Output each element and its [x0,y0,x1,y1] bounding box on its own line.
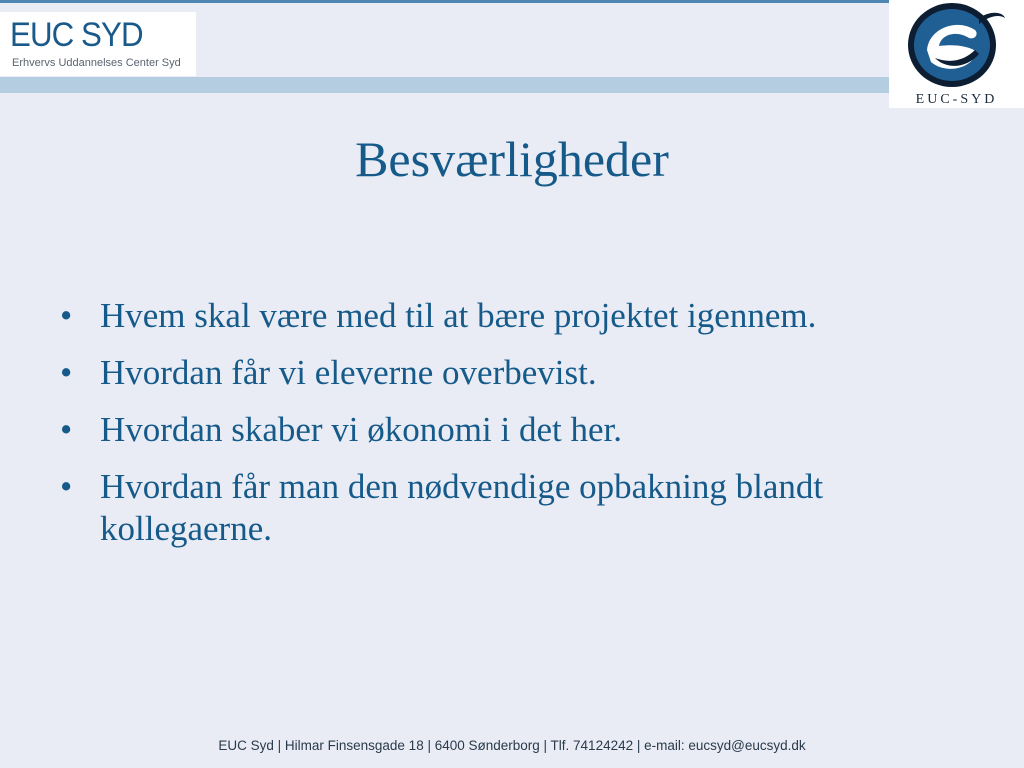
brand-logo [0,12,196,76]
slide-title: Besværligheder [355,131,669,187]
bullet-text: Hvordan skaber vi økonomi i det her. [100,410,622,449]
euc-syd-logo [889,0,1024,108]
list-item [56,295,956,337]
bullet-icon: • [60,467,73,506]
brand-subtitle: Erhvervs Uddannelses Center Syd [12,57,181,69]
top-accent-line [0,0,1024,3]
footer-contact: EUC Syd | Hilmar Finsensgade 18 | 6400 Sønderborg | Tlf. 74124242 | e-mail: eucsyd@eucsyd.dk [218,738,806,753]
brand-name: EUC SYD [10,16,143,54]
list-item [56,352,956,394]
euc-emblem-icon [905,0,1009,92]
logo-wordmark: EUC-SYD [915,92,998,107]
bullet-text: Hvem skal være med til at bære projektet igennem. [100,296,817,335]
bullet-icon: • [60,353,73,392]
list-item [56,409,956,451]
bullet-text: Hvordan får vi eleverne overbevist. [100,353,597,392]
bullet-icon: • [60,410,73,449]
list-item [56,466,956,550]
bullet-text: Hvordan får man den nødvendige opbakning blandt kollegaerne. [100,467,824,548]
bullet-list [56,295,956,565]
header-band [0,77,1024,93]
bullet-icon: • [60,296,73,335]
